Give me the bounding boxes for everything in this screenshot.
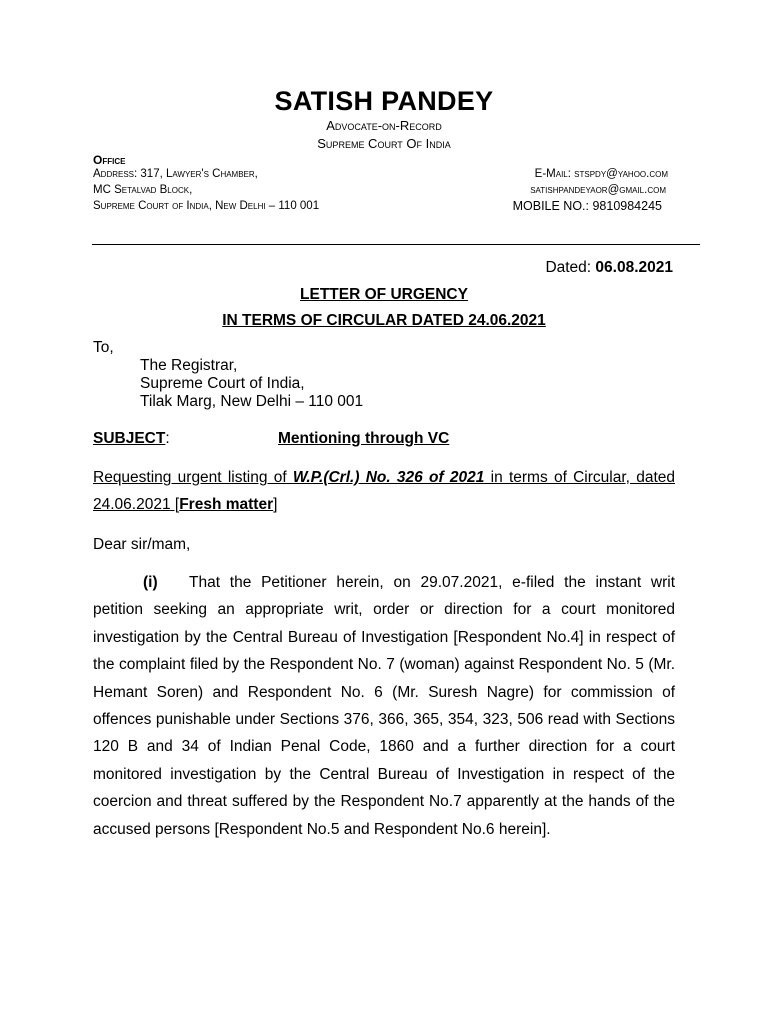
request-line [93, 464, 675, 519]
to-line: To, [93, 339, 114, 356]
request-prefix: Requesting urgent listing of [93, 469, 293, 486]
request-middle: in terms of Circular, dated 24.06.2021 [93, 469, 675, 514]
recipient-line-2: Supreme Court of India, [140, 375, 305, 392]
title-line-1: LETTER OF URGENCY [300, 286, 468, 303]
mobile-number: MOBILE NO.: 9810984245 [512, 199, 662, 213]
court-name: Supreme Court Of India [317, 136, 451, 151]
office-label: Office [93, 153, 126, 167]
fresh-matter: Fresh matter [179, 496, 274, 514]
subject-text: Mentioning through VC [278, 430, 450, 447]
bracket-close: ] [273, 496, 278, 514]
paragraph-number: (i) [143, 574, 158, 591]
advocate-name: SATISH PANDEY [274, 86, 494, 116]
letter-date [545, 259, 673, 277]
recipient-line-3: Tilak Marg, New Delhi – 110 001 [140, 393, 364, 410]
address-line-2: MC Setalvad Block, [93, 184, 193, 196]
header-divider [92, 244, 700, 245]
address-line-3: Supreme Court of India, New Delhi – 110 001 [93, 200, 320, 212]
case-number: W.P.(Crl.) No. 326 of 2021 [292, 469, 485, 486]
letter-title [0, 286, 768, 304]
email-secondary[interactable]: satishpandeyaor@gmail.com [530, 184, 666, 196]
title-line-2: IN TERMS OF CIRCULAR DATED 24.06.2021 [222, 312, 546, 329]
subject-heading [93, 430, 170, 448]
recipient-line-1: The Registrar, [140, 357, 238, 374]
date-value: 06.08.2021 [595, 259, 673, 276]
paragraph-text: That the Petitioner herein, on 29.07.2021, e-filed the instant writ petition seeking an appropriate writ, order or direction for a court monitored investigation by the Central Bureau of Investigation [Respondent No.4] in respect of the complaint filed by the Respondent No. 7 (woman) against Respondent No. 5 (Mr. Hemant Soren) and Respondent No. 6 (Mr. Suresh Nagre) for commission of offences punishable under Sections 376, 366, 365, 354, 323, 506 read with Sections 120 B and 34 of Indian Penal Code, 1860 and a further direction for a court monitored investigation by the Central Bureau of Investigation in respect of the coercion and threat suffered by the Respondent No.7 apparently at the hands of the accused persons [Respondent No.5 and Respondent No.6 herein]. [93, 574, 675, 838]
subject-label: SUBJECT [93, 430, 166, 447]
designation: Advocate-on-Record [326, 118, 442, 133]
address-line-1: Address: 317, Lawyer's Chamber, [93, 168, 258, 180]
salutation: Dear sir/mam, [93, 536, 191, 553]
dated-label: Dated: [545, 259, 592, 276]
letter-title-2 [0, 312, 768, 330]
subject-colon: : [165, 430, 170, 447]
bracket-open: [ [170, 496, 180, 514]
paragraph-1 [93, 569, 675, 843]
email-primary[interactable]: stspdy@yahoo.com [574, 168, 668, 180]
email-line-1 [535, 168, 668, 180]
email-label: E-Mail: [534, 168, 571, 180]
